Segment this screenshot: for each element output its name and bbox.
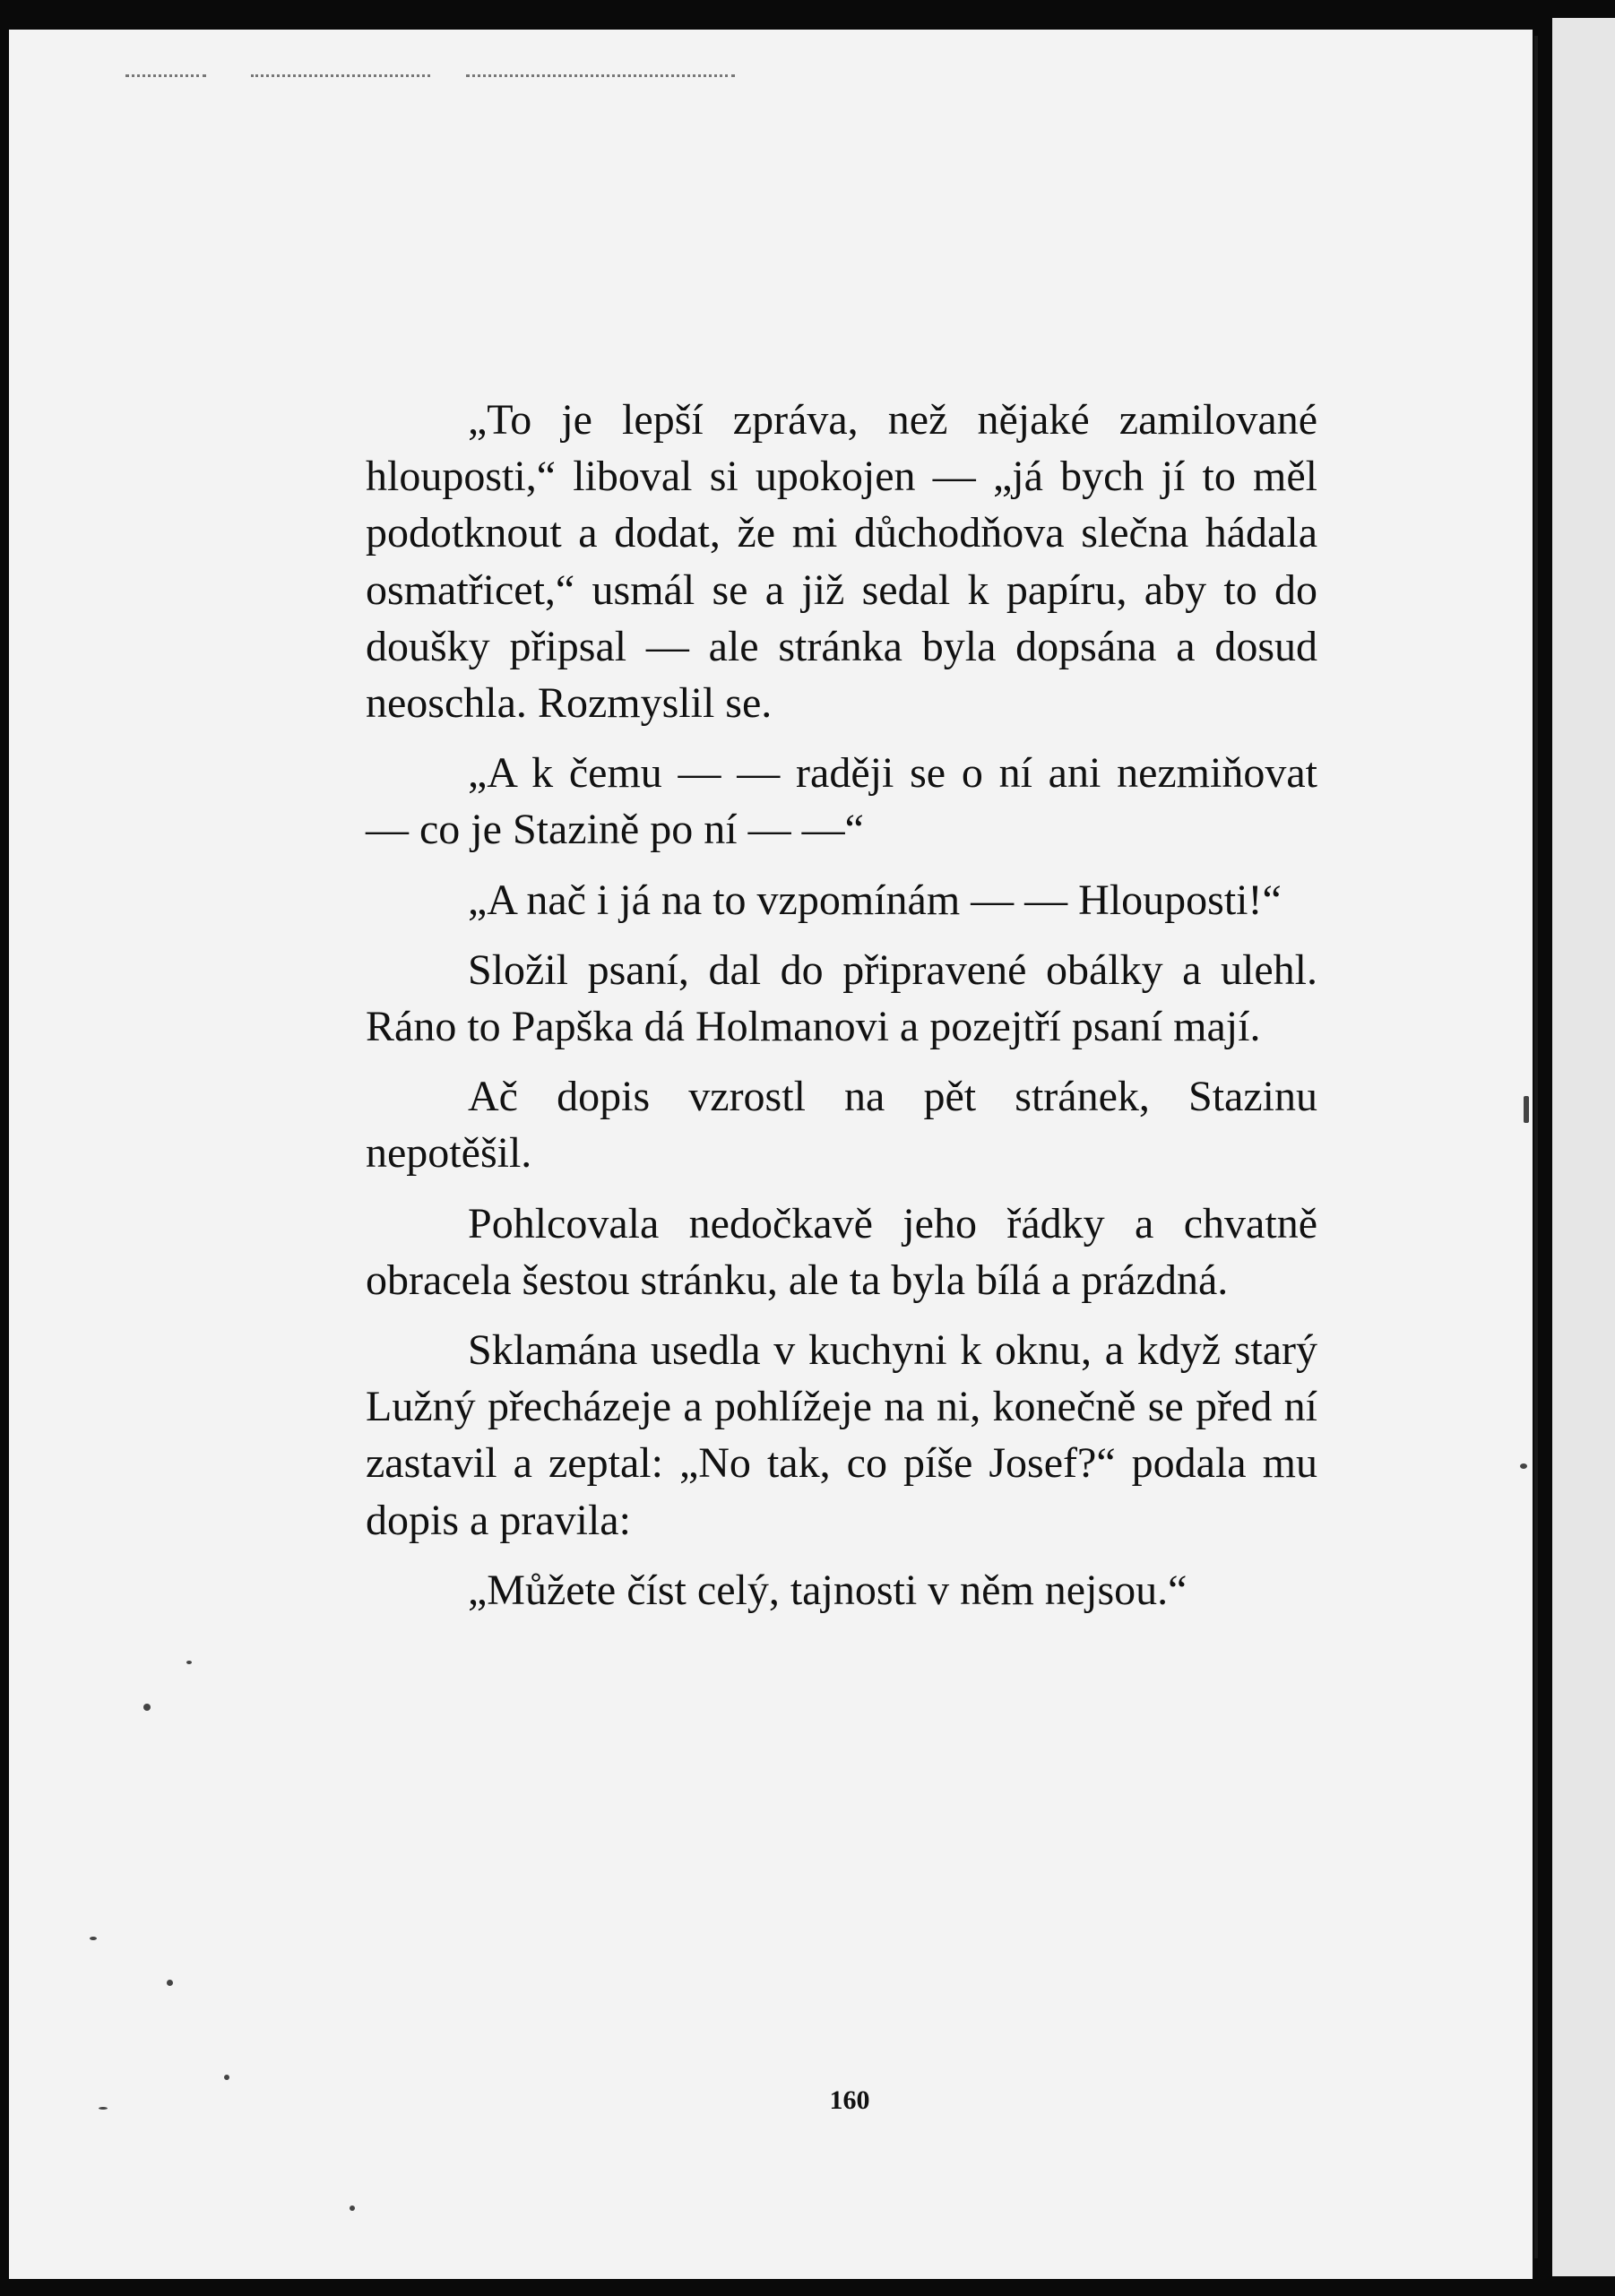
speck <box>167 1980 173 1986</box>
top-edge-specks <box>251 74 430 81</box>
paragraph: Složil psaní, dal do připravené obálky a ulehl. Ráno to Papška dá Holmanovi a pozejtří psaní mají. <box>366 945 1317 1051</box>
page-number: 160 <box>829 2085 870 2115</box>
paragraph: „A k čemu — — raději se o ní ani nezmiňovat — co je Stazině po ní — —“ <box>366 749 1317 854</box>
speck <box>143 1704 151 1711</box>
paragraph: „A nač i já na to vzpomínám — — Hlouposti!“ <box>468 876 1282 924</box>
paragraph: Sklamána usedla v kuchyni k oknu, a když starý Lužný přecházeje a pohlížeje na ni, konečně se před ní zastavil a zeptal: „No tak, co píše Josef?“ podala mu dopis a pravila: <box>366 1326 1317 1544</box>
speck <box>99 2107 108 2110</box>
speck <box>1520 1463 1527 1469</box>
top-edge-specks <box>466 74 735 81</box>
page-edge-shadow <box>1534 36 1538 2258</box>
speck <box>350 2205 355 2211</box>
paragraph: Ač dopis vzrostl na pět stránek, Stazinu nepotěšil. <box>366 1073 1317 1178</box>
paragraph: „To je lepší zpráva, než nějaké zamilované hlouposti,“ liboval si upokojen — „já bych jí to měl podotknout a dodat, že mi důchodňova slečna hádala osmatřicet,“ usmál se a již sedal k papíru, aby to do doušky připsal — ale stránka byla dopsána a dosud neoschla. Rozmyslil se. <box>366 396 1317 728</box>
speck <box>186 1661 192 1664</box>
top-edge-specks <box>125 74 206 81</box>
paper-sheet <box>9 30 1533 2279</box>
paragraph: Pohlcovala nedočkavě jeho řádky a chvatně obracela šestou stránku, ale ta byla bílá a prázdná. <box>366 1199 1317 1304</box>
speck <box>224 2075 229 2080</box>
speck <box>90 1937 97 1940</box>
body-text <box>366 392 1317 1632</box>
speck <box>1524 1096 1529 1123</box>
adjacent-page-edge <box>1552 18 1615 2276</box>
paragraph: „Můžete číst celý, tajnosti v něm nejsou.“ <box>468 1566 1188 1614</box>
